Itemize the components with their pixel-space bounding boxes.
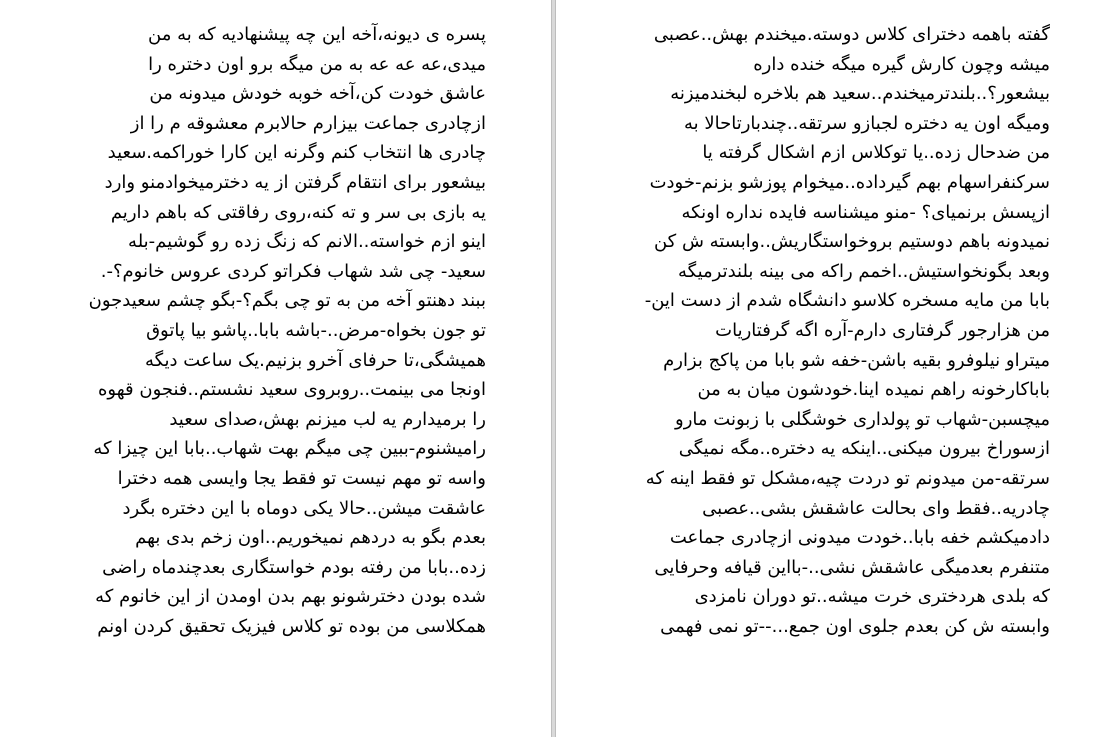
right-page [556, 0, 1111, 737]
text-line: بیشعور برای انتقام گرفتن از یه دخترمیخوادمنو وارد [104, 171, 486, 193]
text-line: من ضدحال زده..یا توکلاس ازم اشکال گرفته یا [702, 142, 1050, 164]
text-line: رامیشنوم-ببین چی میگم بهت شهاب..بابا این چیزا که [93, 438, 486, 460]
text-line: عاشقت میشن..حالا یکی دوماه با این دختره بگرد [122, 497, 486, 519]
text-line: چادریه..فقط وای بحالت عاشقش بشی..عصبی [702, 497, 1050, 519]
text-line: ازچادری جماعت بیزارم حالابرم معشوقه م را از [130, 112, 486, 134]
text-line: وابسته ش کن بعدم جلوی اون جمع...--تو نمی فهمی [660, 615, 1050, 637]
text-line: بیشعور؟..بلندترمیخندم..سعید هم بلاخره لبخندمیزنه [670, 83, 1050, 105]
text-line: متنفرم بعدمیگی عاشقش نشی..-بااین قیافه وحرفایی [654, 556, 1050, 578]
text-line: که بلدی هردختری خرت میشه..تو دوران نامزدی [694, 586, 1050, 608]
text-line: میشه وچون کارش گیره میگه خنده داره [753, 53, 1050, 75]
text-line: ببند دهنتو آخه من به تو چی بگم؟-بگو چشم سعیدجون [88, 290, 486, 312]
text-line: را برمیدارم یه لب میزنم بهش،صدای سعید [169, 408, 486, 430]
text-line: تو جون بخواه-مرض..-باشه بابا..پاشو بیا پاتوق [146, 319, 486, 341]
left-page [0, 0, 551, 737]
text-line: ومیگه اون یه دختره لجبازو سرتقه..چندبارتاحالا به [683, 112, 1050, 134]
text-line: باباکارخونه راهم نمیده اینا.خودشون میان به من [697, 379, 1050, 401]
text-line: وبعد بگونخواستیش..اخمم راکه می بینه بلندترمیگه [677, 260, 1050, 282]
text-line: سرکنفراسهام بهم گیرداده..میخوام پوزشو بزنم-خودت [649, 171, 1050, 193]
text-line: دادمیکشم خفه بابا..خودت میدونی ازچادری جماعت [669, 527, 1050, 549]
text-line: همیشگی،تا حرفای آخرو بزنیم.یک ساعت دیگه [144, 349, 486, 371]
text-line: پسره ی دیونه،آخه این چه پیشنهادیه که به من [148, 24, 486, 45]
text-line: گفته باهمه دخترای کلاس دوسته.میخندم بهش..عصبی [653, 24, 1050, 45]
text-line: میچسبن-شهاب تو پولداری خوشگلی با زبونت مارو [675, 408, 1050, 430]
text-line: سرتقه-من میدونم تو دردت چیه،مشکل تو فقط اینه که [645, 467, 1050, 489]
left-page-text [64, 20, 486, 641]
text-line: اونجا می بینمت..روبروی سعید نشستم..فنجون قهوه [98, 379, 486, 401]
text-line: بعدم بگو به دردهم نمیخوریم..اون زخم بدی بهم [135, 527, 486, 549]
text-line: بابا من مایه مسخره کلاسو دانشگاه شدم از دست این- [644, 290, 1050, 312]
text-line: واسه تو مهم نیست تو فقط یجا وایسی همه دخترا [117, 467, 486, 489]
right-page-text [640, 20, 1050, 641]
text-line: ازپسش برنمیای؟ -منو میشناسه فایده نداره اونکه [681, 201, 1050, 223]
text-line: یه بازی بی سر و ته کنه،روی رفاقتی که باهم داریم [110, 201, 486, 223]
text-line: من هزارجور گرفتاری دارم-آره اگه گرفتاریات [715, 319, 1050, 341]
text-line: نمیدونه باهم دوستیم بروخواستگاریش..وابسته ش کن [653, 231, 1050, 253]
text-line: همکلاسی من بوده تو کلاس فیزیک تحقیق کردن اونم [97, 615, 486, 637]
text-line: ازسوراخ بیرون میکنی..اینکه یه دختره..مگه نمیگی [678, 438, 1050, 460]
text-line: عاشق خودت کن،آخه خوبه خودش میدونه من [149, 83, 486, 105]
text-line: اینو ازم خواسته..الانم که زنگ زده رو گوشیم-بله [128, 231, 486, 253]
text-line: زده..بابا من رفته بودم خواستگاری بعدچندماه راضی [102, 556, 486, 578]
text-line: چادری ها انتخاب کنم وگرنه این کارا خوراکمه.سعید [107, 142, 486, 164]
text-line: میدی،عه عه عه به من میگه برو اون دختره را [148, 53, 486, 75]
text-line: سعید- چی شد شهاب فکراتو کردی عروس خانوم؟-. [100, 260, 486, 282]
text-line: میتراو نیلوفرو بقیه باشن-خفه شو بابا من پاکج بزارم [663, 349, 1050, 371]
text-line: شده بودن دخترشونو بهم بدن اومدن از این خانوم که [95, 586, 486, 608]
